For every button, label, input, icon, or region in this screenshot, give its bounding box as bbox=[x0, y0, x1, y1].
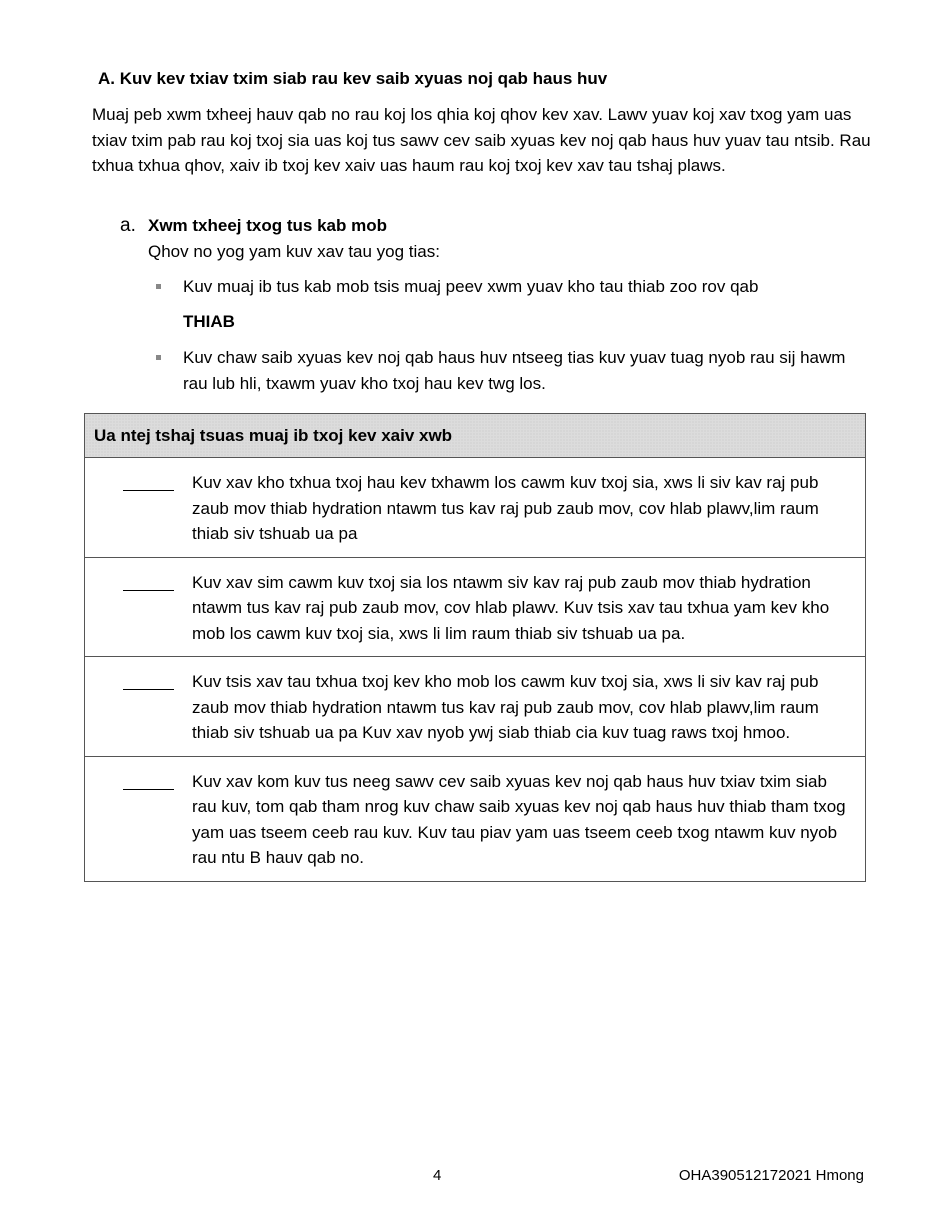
choice-row bbox=[85, 756, 866, 881]
choice-row bbox=[85, 557, 866, 657]
subsection-heading bbox=[120, 214, 387, 238]
choice-blank-line[interactable] bbox=[123, 490, 174, 491]
choice-option-text: Kuv xav kom kuv tus neeg sawv cev saib xyuas kev noj qab haus huv txiav txim siab rau kuv, tom qab tham nrog kuv chaw saib xyuas kev noj qab haus huv thiab tham txog yam uas tseem ceeb rau kuv. Kuv tau piav yam uas tseem ceeb txog ntawm kuv nyob rau ntu B hauv qab no. bbox=[192, 756, 866, 881]
choice-blank-cell bbox=[85, 657, 193, 757]
choice-blank-cell bbox=[85, 756, 193, 881]
choice-blank-cell bbox=[85, 557, 193, 657]
section-intro: Muaj peb xwm txheej hauv qab no rau koj los qhia koj qhov kev xav. Lawv yuav koj xav txog yam uas txiav txim pab rau koj txoj sia uas koj tus sawv cev saib xyuas kev noj qab haus huv yuav tau ntsib. Rau txhua txhua qhov, xaiv ib txoj kev xaiv uas haum rau koj txoj kev xav tau tshaj plaws. bbox=[92, 105, 871, 175]
square-bullet-icon bbox=[156, 355, 161, 360]
section-heading: A. Kuv kev txiav txim siab rau kev saib xyuas noj qab haus huv bbox=[98, 69, 608, 88]
choice-blank-cell bbox=[85, 458, 193, 558]
choice-table-header: Ua ntej tshaj tsuas muaj ib txoj kev xaiv xwb bbox=[85, 414, 866, 458]
choice-row bbox=[85, 458, 866, 558]
document-code: OHA390512172021 Hmong bbox=[678, 1167, 864, 1184]
bullet-connector: THIAB bbox=[183, 312, 235, 331]
choice-blank-line[interactable] bbox=[123, 689, 174, 690]
choice-option-text: Kuv xav sim cawm kuv txoj sia los ntawm siv kav raj pub zaub mov thiab hydration ntawm tus kav raj pub zaub mov, cov hlab plawv. Kuv tsis xav tau txhua yam kev kho mob los cawm kuv txoj sia, xws li lim raum thiab siv tshuab ua pa. bbox=[192, 557, 866, 657]
condition-bullet bbox=[156, 345, 866, 396]
page-number: 4 bbox=[433, 1167, 442, 1184]
choice-blank-line[interactable] bbox=[123, 789, 174, 790]
square-bullet-icon bbox=[156, 284, 161, 289]
choice-row bbox=[85, 657, 866, 757]
choice-option-text: Kuv xav kho txhua txoj hau kev txhawm los cawm kuv txoj sia, xws li siv kav raj pub zaub mov thiab hydration ntawm tus kav raj pub zaub mov, cov hlab plawv,lim raum thiab siv tshuab ua pa bbox=[192, 458, 866, 558]
choice-table bbox=[84, 413, 866, 882]
choice-blank-line[interactable] bbox=[123, 590, 174, 591]
subsection-intro: Qhov no yog yam kuv xav tau yog tias: bbox=[148, 242, 440, 261]
condition-text: Kuv chaw saib xyuas kev noj qab haus huv ntseeg tias kuv yuav tuag nyob rau sij hawm rau lub hli, txawm yuav kho txoj hau kev twg los. bbox=[183, 348, 846, 393]
subsection-marker: a. bbox=[120, 215, 136, 236]
condition-text: Kuv muaj ib tus kab mob tsis muaj peev xwm yuav kho tau thiab zoo rov qab bbox=[183, 277, 759, 296]
subsection-title: Xwm txheej txog tus kab mob bbox=[148, 216, 387, 235]
condition-bullet bbox=[156, 274, 866, 300]
choice-option-text: Kuv tsis xav tau txhua txoj kev kho mob los cawm kuv txoj sia, xws li siv kav raj pub zaub mov thiab hydration ntawm tus kav raj pub zaub mov, cov hlab plawv,lim raum thiab siv tshuab ua pa Kuv xav nyob ywj siab thiab cia kuv tuag raws txoj hmoo. bbox=[192, 657, 866, 757]
